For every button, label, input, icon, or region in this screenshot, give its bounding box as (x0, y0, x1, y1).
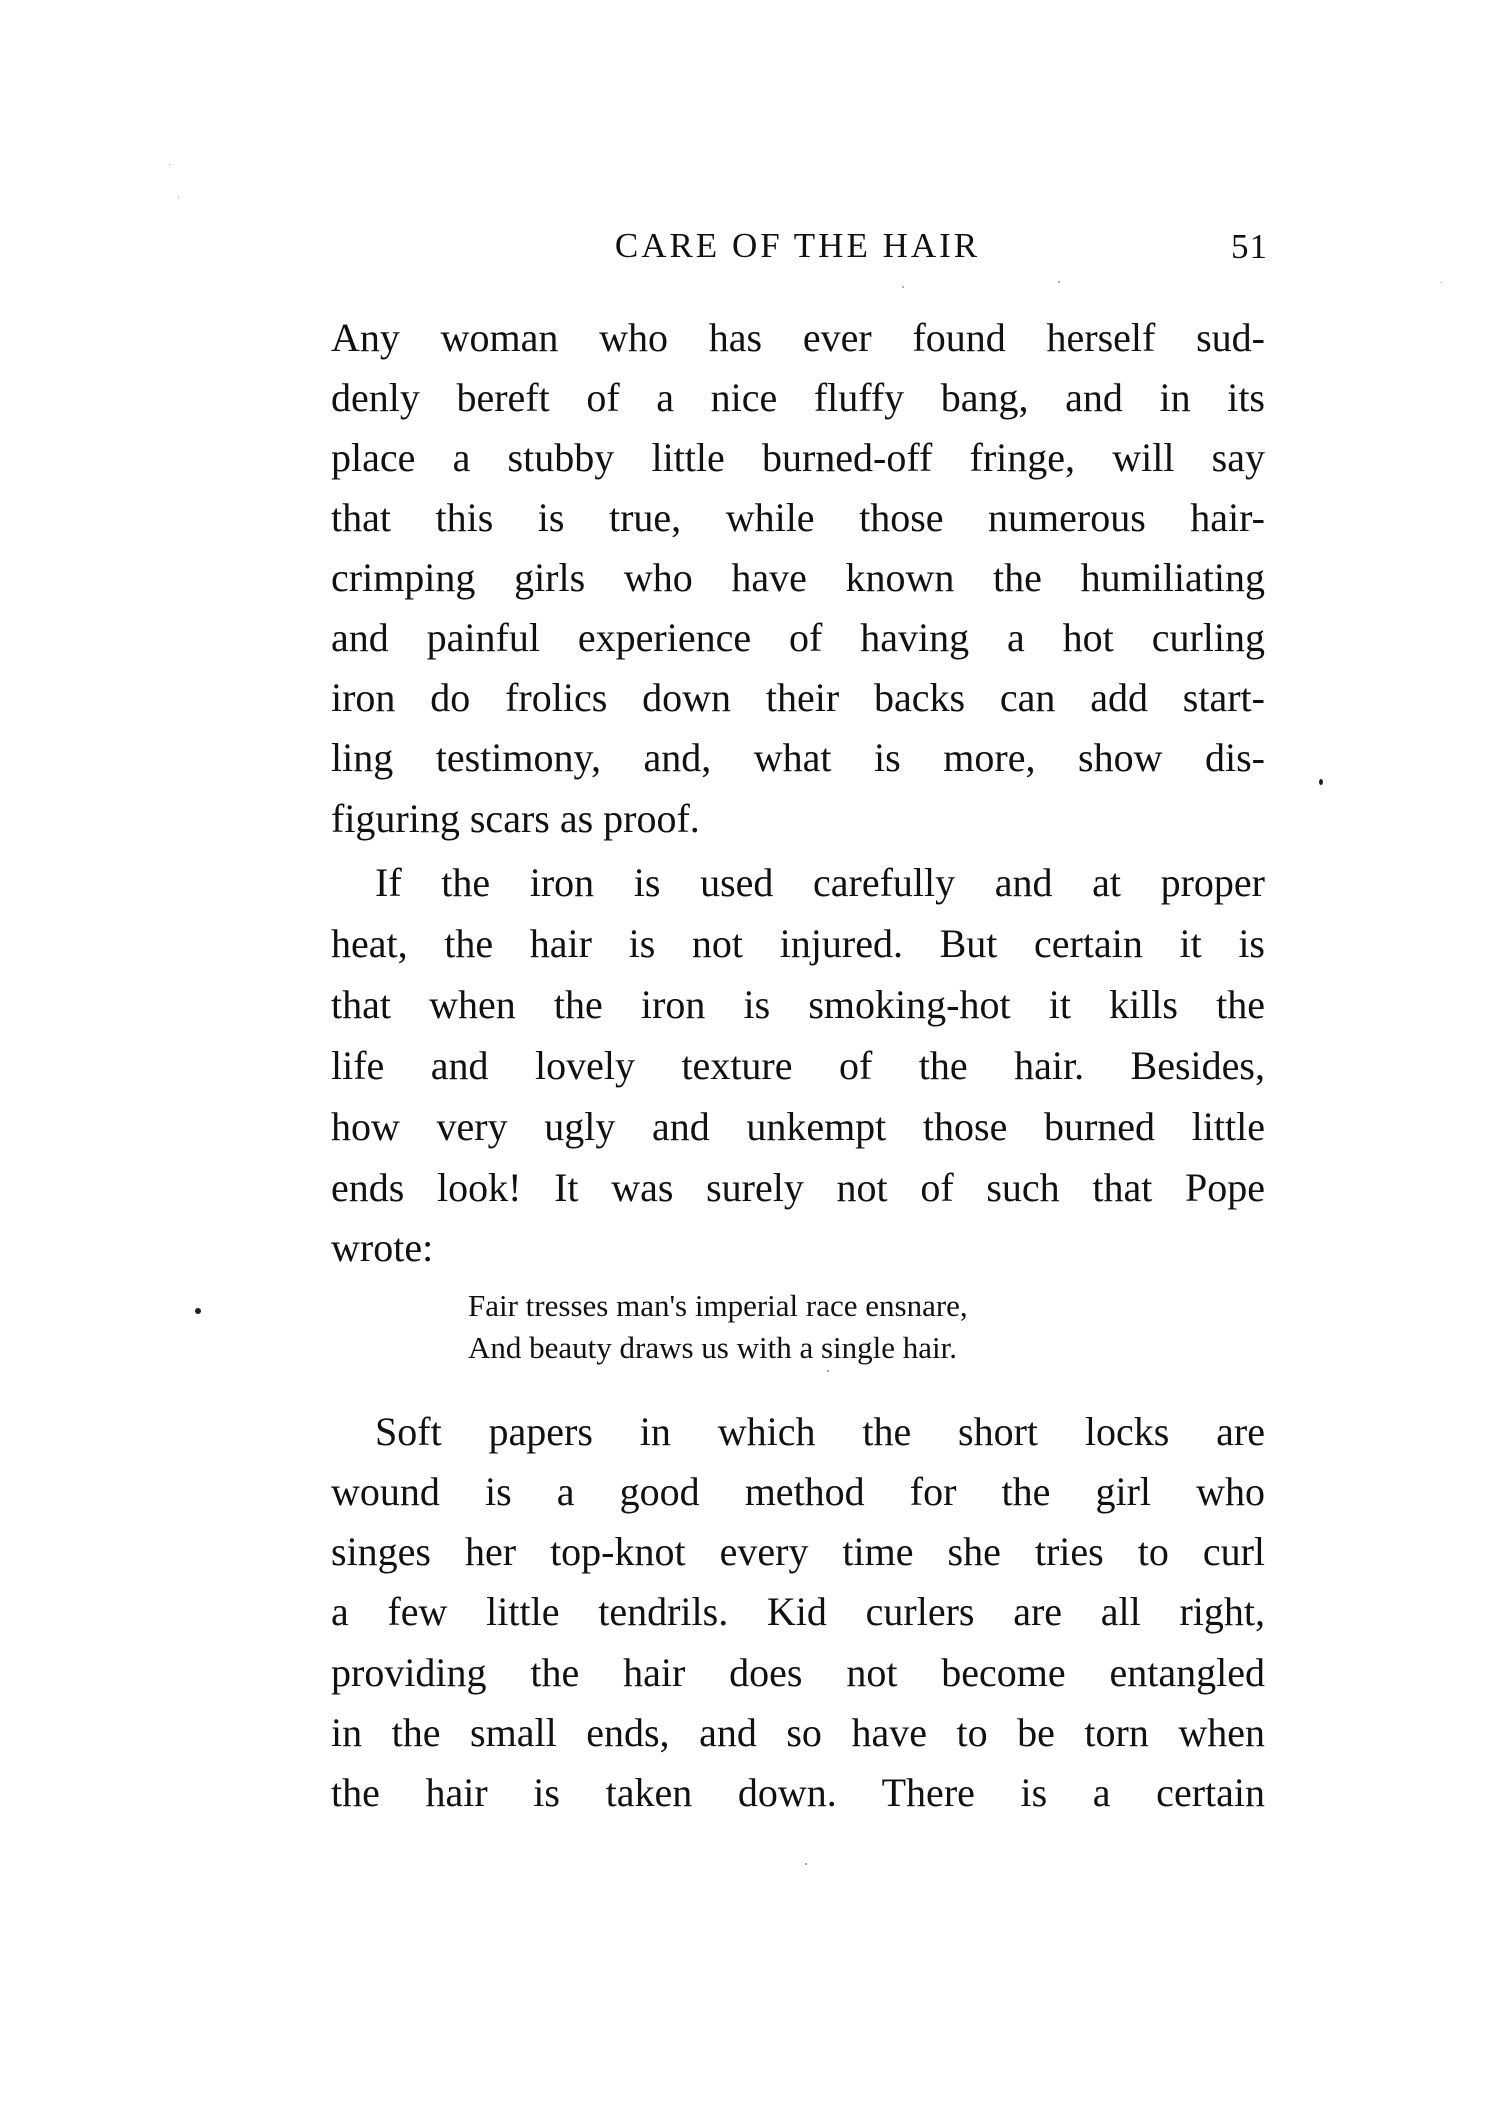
text-line: ling testimony, and, what is more, show dis- (331, 735, 1265, 780)
text-line: a few little tendrils. Kid curlers are all right, (331, 1589, 1265, 1634)
text-line: wound is a good method for the girl who (331, 1469, 1265, 1514)
verse-line: And beauty draws us with a single hair. (468, 1330, 958, 1365)
text-line: If the iron is used carefully and at proper (375, 860, 1265, 905)
text-line: the hair is taken down. There is a certain (331, 1770, 1265, 1815)
text-line: how very ugly and unkempt those burned little (331, 1104, 1265, 1149)
text-line: providing the hair does not become entangled (331, 1650, 1265, 1695)
text-line: life and lovely texture of the hair. Besides, (331, 1043, 1265, 1088)
scan-speck (178, 196, 179, 198)
text-line: crimping girls who have known the humiliating (331, 555, 1265, 600)
text-line: heat, the hair is not injured. But certain it is (331, 921, 1265, 966)
scan-speck (902, 286, 904, 288)
text-line: Soft papers in which the short locks are (375, 1409, 1265, 1454)
text-line: ends look! It was surely not of such that Pope (331, 1165, 1265, 1210)
scan-speck (1058, 281, 1060, 283)
scan-speck (827, 1370, 829, 1372)
scan-speck (1440, 282, 1442, 283)
text-line: iron do frolics down their backs can add start- (331, 675, 1265, 720)
text-line: in the small ends, and so have to be torn when (331, 1710, 1265, 1755)
text-line: singes her top-knot every time she tries to curl (331, 1529, 1265, 1574)
text-line: wrote: (331, 1225, 434, 1270)
verse-line: Fair tresses man's imperial race ensnare, (468, 1288, 968, 1323)
scan-speck (1319, 779, 1323, 785)
text-line: that this is true, while those numerous hair- (331, 495, 1265, 540)
text-line: place a stubby little burned-off fringe, will say (331, 435, 1265, 480)
text-line: and painful experience of having a hot curling (331, 615, 1265, 660)
page-number: 51 (1231, 227, 1268, 266)
scan-speck (195, 1308, 201, 1314)
text-line: that when the iron is smoking-hot it kills the (331, 982, 1265, 1027)
text-line: denly bereft of a nice fluffy bang, and in its (331, 375, 1265, 420)
scan-speck (805, 1863, 807, 1865)
running-head-title: CARE OF THE HAIR (614, 226, 981, 265)
text-line: figuring scars as proof. (331, 796, 700, 841)
text-line: Any woman who has ever found herself sud- (331, 315, 1265, 360)
scan-speck (169, 164, 170, 166)
